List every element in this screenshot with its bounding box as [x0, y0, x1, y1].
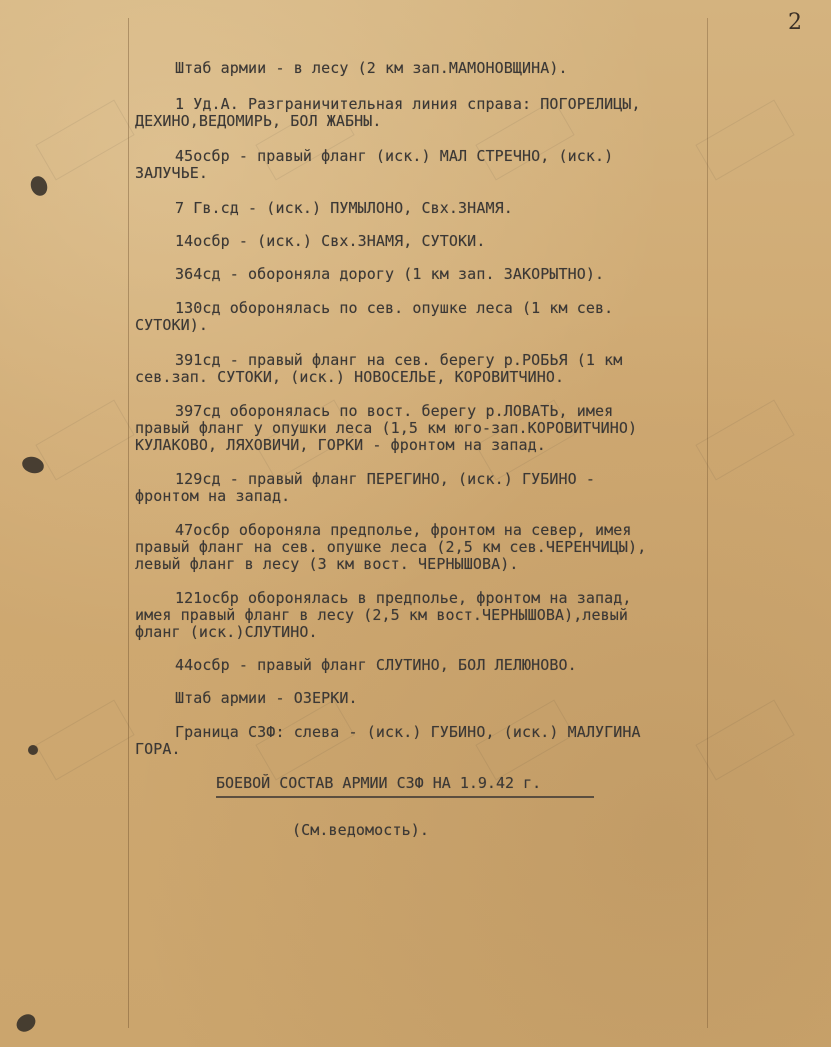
text-line: ГОРА. [135, 740, 181, 758]
text-line: 14осбр - (иск.) Свх.ЗНАМЯ, СУТОКИ. [175, 232, 486, 250]
text-line: 45осбр - правый фланг (иск.) МАЛ СТРЕЧНО, (иск.) [175, 147, 614, 165]
footer-note: (См.ведомость). [292, 821, 429, 839]
text-line: правый фланг на сев. опушке леса (2,5 км сев.ЧЕРЕНЧИЦЫ), [135, 538, 647, 556]
binding-hole-mark [28, 174, 50, 198]
binding-hole-mark [13, 1011, 39, 1036]
binding-hole-mark [20, 454, 45, 475]
section-heading: БОЕВОЙ СОСТАВ АРМИИ СЗФ НА 1.9.42 г. [216, 774, 542, 792]
text-line: фронтом на запад. [135, 487, 291, 505]
text-line: 391сд - правый фланг на сев. берегу р.РОБЬЯ (1 км [175, 351, 623, 369]
text-line: имея правый фланг в лесу (2,5 км вост.ЧЕРНЫШОВА),левый [135, 606, 629, 624]
text-line: Штаб армии - в лесу (2 км зап.МАМОНОВЩИНА). [175, 59, 568, 77]
text-line: Штаб армии - ОЗЕРКИ. [175, 689, 358, 707]
text-line: ДЕХИНО,ВЕДОМИРЬ, БОЛ ЖАБНЫ. [135, 112, 382, 130]
text-line: 364сд - обороняла дорогу (1 км зап. ЗАКОРЫТНО). [175, 265, 605, 283]
text-line: КУЛАКОВО, ЛЯХОВИЧИ, ГОРКИ - фронтом на запад. [135, 436, 546, 454]
text-line: 44осбр - правый фланг СЛУТИНО, БОЛ ЛЕЛЮНОВО. [175, 656, 577, 674]
text-line: 47осбр обороняла предполье, фронтом на север, имея [175, 521, 632, 539]
text-line: 397сд оборонялась по вост. берегу р.ЛОВАТЬ, имея [175, 402, 614, 420]
text-line: ЗАЛУЧЬЕ. [135, 164, 209, 182]
left-margin-line [128, 18, 129, 1028]
binding-hole-mark [28, 745, 38, 755]
page-number: 2 [788, 10, 802, 35]
text-line: 1 Уд.А. Разграничительная линия справа: ПОГОРЕЛИЦЫ, [175, 95, 641, 113]
text-line: 130сд оборонялась по сев. опушке леса (1 км сев. [175, 299, 614, 317]
text-line: 129сд - правый фланг ПЕРЕГИНО, (иск.) ГУБИНО - [175, 470, 596, 488]
text-line: Граница СЗФ: слева - (иск.) ГУБИНО, (иск.) МАЛУГИНА [175, 723, 641, 741]
text-line: фланг (иск.)СЛУТИНО. [135, 623, 318, 641]
text-line: 121осбр оборонялась в предполье, фронтом на запад, [175, 589, 632, 607]
text-line: правый фланг у опушки леса (1,5 км юго-зап.КОРОВИТЧИНО) [135, 419, 638, 437]
text-line: 7 Гв.сд - (иск.) ПУМЫЛОНО, Свх.ЗНАМЯ. [175, 199, 513, 217]
heading-underline [216, 796, 594, 798]
text-line: сев.зап. СУТОКИ, (иск.) НОВОСЕЛЬЕ, КОРОВИТЧИНО. [135, 368, 565, 386]
text-line: СУТОКИ). [135, 316, 209, 334]
text-line: левый фланг в лесу (3 км вост. ЧЕРНЫШОВА). [135, 555, 519, 573]
